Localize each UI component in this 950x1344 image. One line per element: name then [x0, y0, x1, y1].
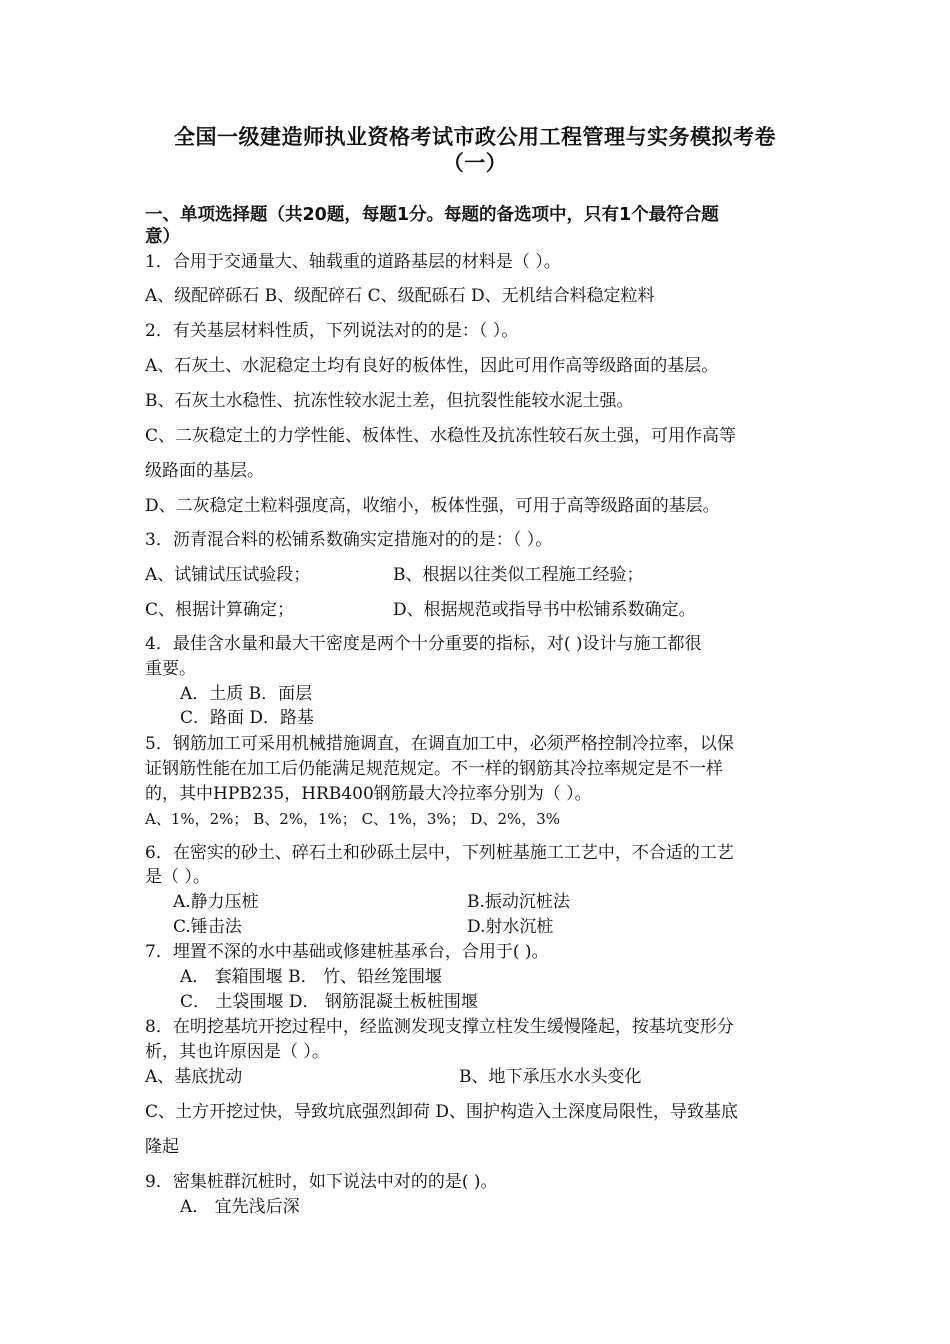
question-6-option-a: A.静力压桩 [173, 892, 259, 912]
question-5-stem-cont2: 的，其中HPB235，HRB400钢筋最大冷拉率分别为（ ）。 [145, 784, 592, 804]
question-6-option-c: C.锤击法 [173, 917, 242, 937]
question-8-stem: 8．在明挖基坑开挖过程中，经监测发现支撑立柱发生缓慢隆起，按基坑变形分 [145, 1017, 734, 1037]
question-3-stem: 3．沥青混合料的松铺系数确实定措施对的的是：（ ）。 [145, 530, 553, 550]
question-1-stem: 1．合用于交通量大、轴载重的道路基层的材料是（ ）。 [145, 252, 561, 272]
question-8-options-row2-cont: 隆起 [145, 1137, 179, 1157]
question-6-option-b: B.振动沉桩法 [467, 892, 570, 912]
question-8-options-row2: C、土方开挖过快，导致坑底强烈卸荷 D、围护构造入土深度局限性，导致基底 [145, 1102, 739, 1122]
question-3-option-d: D、根据规范或指导书中松铺系数确定。 [393, 600, 696, 620]
question-4-stem-cont: 重要。 [145, 659, 196, 679]
question-7-options-row1: A． 套箱围堰 B． 竹、铅丝笼围堰 [180, 967, 442, 987]
document-title: 全国一级建造师执业资格考试市政公用工程管理与实务模拟考卷 [174, 125, 776, 149]
question-9-option-a: A． 宜先浅后深 [180, 1197, 300, 1217]
question-7-stem: 7．埋置不深的水中基础或修建桩基承台，合用于( )。 [145, 942, 549, 962]
question-2-stem: 2．有关基层材料性质，下列说法对的的是：（ ）。 [145, 321, 519, 341]
question-1-options: A、级配碎砾石 B、级配碎石 C、级配砾石 D、无机结合料稳定粒料 [145, 286, 655, 306]
question-2-option-d: D、二灰稳定土粒料强度高，收缩小，板体性强，可用于高等级路面的基层。 [145, 496, 720, 516]
question-6-stem-cont: 是（ ）。 [145, 867, 210, 887]
question-6-option-d: D.射水沉桩 [467, 917, 554, 937]
question-5-stem: 5．钢筋加工可采用机械措施调直，在调直加工中，必须严格控制冷拉率，以保 [145, 734, 734, 754]
question-4-options-row1: A．土质 B．面层 [180, 684, 313, 704]
question-3-option-b: B、根据以往类似工程施工经验； [393, 565, 644, 585]
section-heading-cont: 意） [145, 227, 180, 247]
document-title-suffix: （一） [442, 151, 508, 175]
question-9-stem: 9．密集桩群沉桩时，如下说法中对的的是( )。 [145, 1172, 498, 1192]
question-8-stem-cont: 析，其也许原因是（ ）。 [145, 1042, 329, 1062]
question-5-options: A、1%，2%； B、2%，1%； C、1%，3%； D、2%，3% [145, 810, 561, 828]
question-3-option-c: C、根据计算确定； [145, 600, 295, 620]
question-7-options-row2: C． 土袋围堰 D． 钢筋混凝土板桩围堰 [180, 992, 478, 1012]
question-4-stem: 4．最佳含水量和最大干密度是两个十分重要的指标，对( )设计与施工都很 [145, 634, 702, 654]
question-4-options-row2: C．路面 D．路基 [180, 708, 315, 728]
question-2-option-a: A、石灰土、水泥稳定土均有良好的板体性，因此可用作高等级路面的基层。 [145, 356, 719, 376]
question-6-stem: 6．在密实的砂土、碎石土和砂砾土层中，下列桩基施工工艺中，不合适的工艺 [145, 843, 734, 863]
question-3-option-a: A、试铺试压试验段； [145, 565, 311, 585]
question-2-option-c-cont: 级路面的基层。 [145, 461, 264, 481]
question-5-stem-cont1: 证钢筋性能在加工后仍能满足规范规定。不一样的钢筋其冷拉率规定是不一样 [145, 759, 723, 779]
question-2-option-c: C、二灰稳定土的力学性能、板体性、水稳性及抗冻性较石灰土强，可用作高等 [145, 426, 737, 446]
question-8-option-b: B、地下承压水水头变化 [459, 1067, 642, 1087]
section-heading: 一、单项选择题（共20题，每题1分。每题的备选项中，只有1个最符合题 [145, 205, 719, 225]
question-2-option-b: B、石灰土水稳性、抗冻性较水泥土差，但抗裂性能较水泥土强。 [145, 391, 634, 411]
question-8-option-a: A、基底扰动 [145, 1067, 243, 1087]
